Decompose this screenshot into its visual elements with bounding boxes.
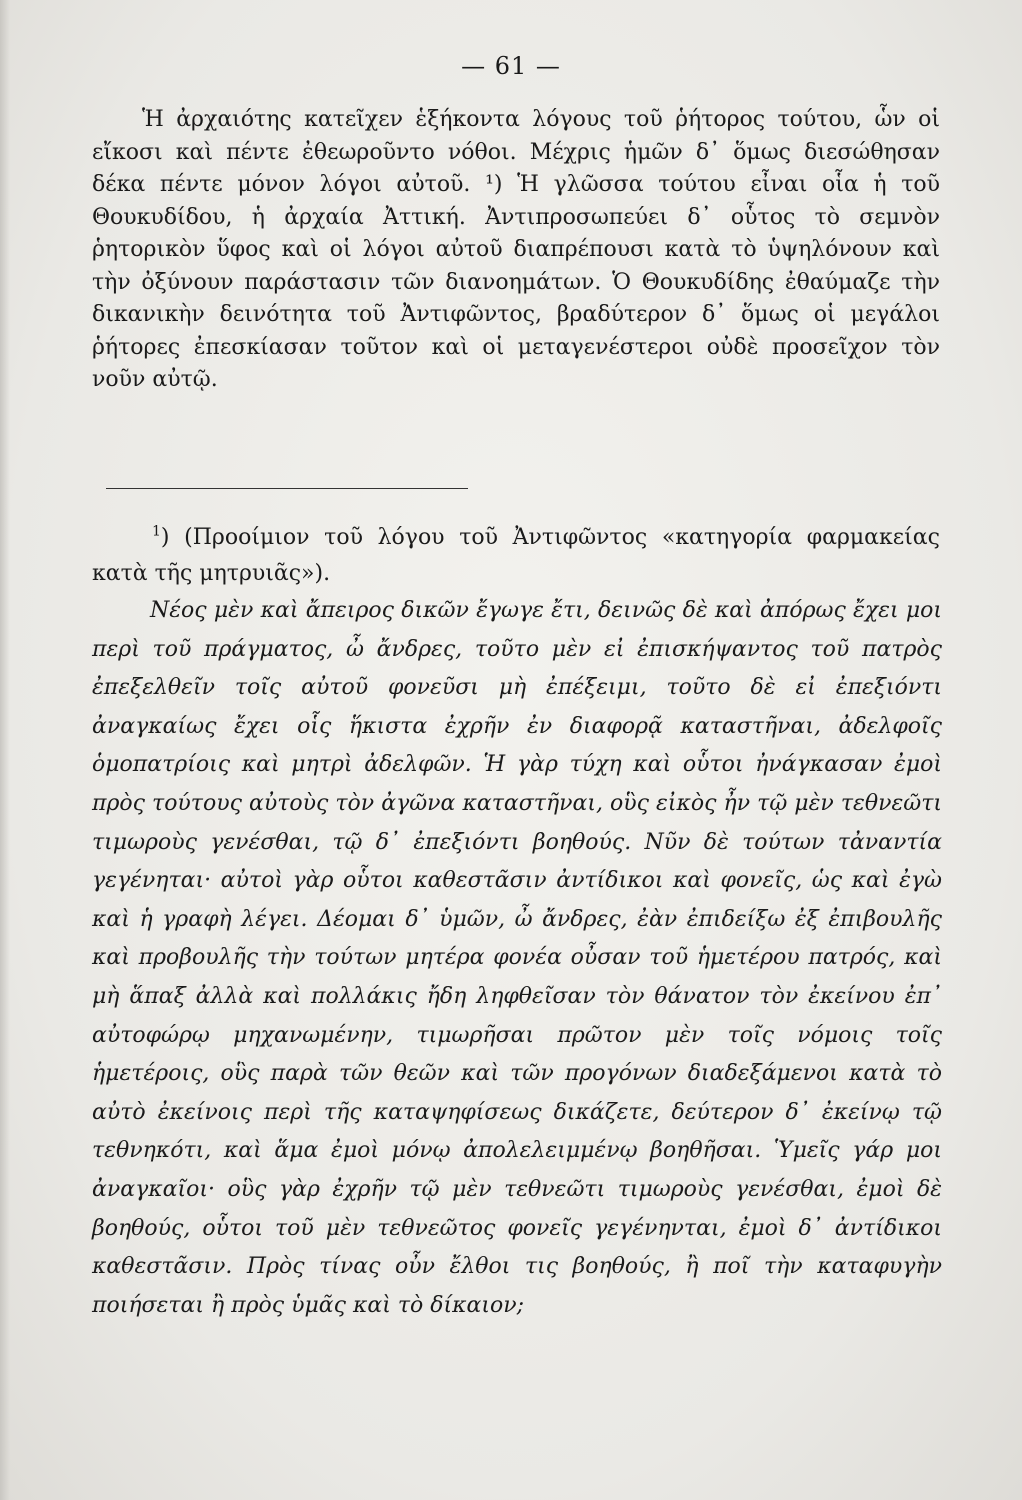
page-number: — 61 — — [461, 52, 561, 80]
footnote-quote: Νέος μὲν καὶ ἄπειρος δικῶν ἔγωγε ἔτι, δεινῶς δὲ καὶ ἀπόρως ἔχει μοι περὶ τοῦ πράγματος, ὦ ἄνδρες, τοῦτο μὲν εἰ ἐπισκήψαντος τοῦ πατρὸς ἐπεξελθεῖν τοῖς αὐτοῦ φονεῦσι μὴ ἐπέξειμι, τοῦτο δὲ εἰ ἐπεξιόντι ἀναγκαίως ἔχει οἷς ἥκιστα ἐχρῆν ἐν διαφορᾷ καταστῆναι, ἀδελφοῖς ὁμοπατρίοις καὶ μητρὶ ἀδελφῶν. Ἡ γὰρ τύχη καὶ οὗτοι ἠνάγκασαν ἐμοὶ πρὸς τούτους αὐτοὺς τὸν ἀγῶνα καταστῆναι, οὓς εἰκὸς ἦν τῷ μὲν τεθνεῶτι τιμωροὺς γενέσθαι, τῷ δ᾽ ἐπεξιόντι βοηθούς. Νῦν δὲ τούτων τἀναντία γεγένηται· αὐτοὶ γὰρ οὗτοι καθεστᾶσιν ἀντίδικοι καὶ φονεῖς, ὡς καὶ ἐγὼ καὶ ἡ γραφὴ λέγει. Δέομαι δ᾽ ὑμῶν, ὦ ἄνδρες, ἐὰν ἐπιδείξω ἐξ ἐπιβουλῆς καὶ προβουλῆς τὴν τούτων μητέρα φονέα οὖσαν τοῦ ἡμετέρου πατρός, καὶ μὴ ἅπαξ ἀλλὰ καὶ πολλάκις ἤδη ληφθεῖσαν τὸν θάνατον τὸν ἐκείνου ἐπ᾽ αὐτοφώρῳ μηχανωμένην, τιμωρῆσαι πρῶτον μὲν τοῖς νόμοις τοῖς ἡμετέροις, οὓς παρὰ τῶν θεῶν καὶ τῶν προγόνων διαδεξάμενοι κατὰ τὸ αὐτὸ ἐκείνοις περὶ τῆς καταψηφίσεως δικάζετε, δεύτερον δ᾽ ἐκείνῳ τῷ τεθνηκότι, καὶ ἅμα ἐμοὶ μόνῳ ἀπολελειμμένῳ βοηθῆσαι. Ὑμεῖς γάρ μοι ἀναγκαῖοι· οὓς γὰρ ἐχρῆν τῷ μὲν τεθνεῶτι τιμωροὺς γενέσθαι, ἐμοὶ δὲ βοηθούς, οὗτοι τοῦ μὲν τεθνεῶτος φονεῖς γεγένηνται, ἐμοὶ δ᾽ ἀντίδικοι καθεστᾶσιν. Πρὸς τίνας οὖν ἔλθοι τις βοηθούς, ἢ ποῖ τὴν καταφυγὴν ποιήσεται ἢ πρὸς ὑμᾶς καὶ τὸ δίκαιον; — [92, 598, 942, 1318]
footnote-divider — [106, 488, 468, 489]
footnote-heading-text: ) (Προοίμιον τοῦ λόγου τοῦ Ἀντιφῶντος «κατηγορία φαρμακείας κατὰ τῆς μητρυιᾶς»). — [92, 525, 940, 586]
footnote-marker: 1 — [152, 523, 161, 540]
footnote-heading — [92, 520, 940, 592]
main-paragraph: Ἡ ἀρχαιότης κατεῖχεν ἑξήκοντα λόγους τοῦ ῥήτορος τούτου, ὧν οἱ εἴκοσι καὶ πέντε ἐθεωροῦντο νόθοι. Μέχρις ἡμῶν δ᾽ ὅμως διεσώθησαν δέκα πέντε μόνον λόγοι αὐτοῦ. ¹) Ἡ γλῶσσα τούτου εἶναι οἷα ἡ τοῦ Θουκυδίδου, ἡ ἀρχαία Ἀττική. Ἀντιπροσωπεύει δ᾽ οὗτος τὸ σεμνὸν ῥητορικὸν ὕφος καὶ οἱ λόγοι αὐτοῦ διαπρέπουσι κατὰ τὸ ὑψηλόνουν καὶ τὴν ὀξύνουν παράστασιν τῶν διανοημάτων. Ὁ Θουκυδίδης ἐθαύμαζε τὴν δικανικὴν δεινότητα τοῦ Ἀντιφῶντος, βραδύτερον δ᾽ ὅμως οἱ μεγάλοι ῥήτορες ἐπεσκίασαν τοῦτον καὶ οἱ μεταγενέστεροι οὐδὲ προσεῖχον τὸν νοῦν αὐτῷ. — [92, 107, 940, 392]
page-edge-shadow — [0, 0, 10, 1500]
